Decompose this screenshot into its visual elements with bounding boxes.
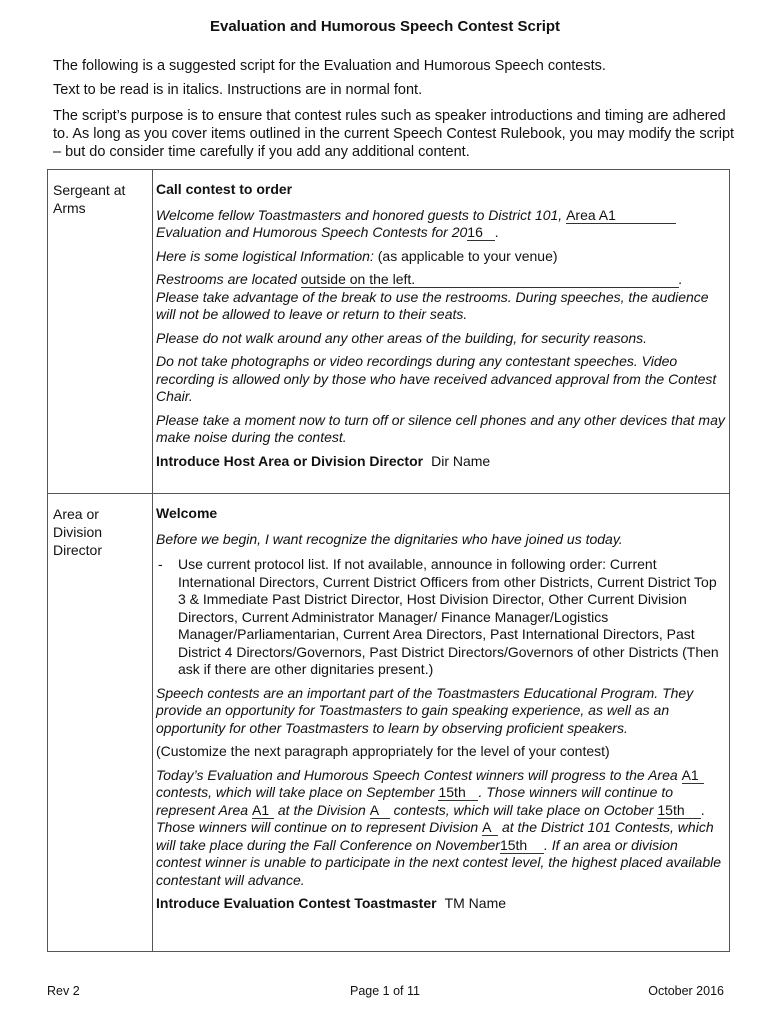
column-divider: [152, 170, 153, 951]
progression-text-c: . Those winners will continue to represent Area: [156, 784, 674, 818]
intro-line-2: Text to be read is in italics. Instructions are in normal font.: [53, 82, 423, 98]
introduce-toastmaster-label: Introduce Evaluation Contest Toastmaster: [156, 895, 437, 911]
progression-paragraph: [156, 767, 726, 890]
dignitaries-paragraph: Before we begin, I want recognize the dignitaries who have joined us today.: [156, 530, 623, 547]
logistics-text-a: Here is some logistical Information:: [156, 247, 374, 264]
november-date-field[interactable]: 15th: [500, 838, 544, 854]
intro-line-3: The script’s purpose is to ensure that contest rules such as speaker introductions and timing are adhered to. As long as you cover items outlined in the current Speech Contest Rulebook, you may modify the script – but do consider time carefully if you add any additional content.: [53, 108, 735, 160]
break-paragraph: Please take advantage of the break to use the restrooms. During speeches, the audience will not be allowed to leave or return to their seats.: [156, 288, 709, 322]
script-table: [47, 169, 730, 952]
restrooms-field[interactable]: outside on the left.: [301, 272, 679, 288]
introduce-host-paragraph: [156, 453, 726, 471]
progression-text-f: . Those winners will continue on to represent Division: [156, 801, 706, 835]
restrooms-text-a: Restrooms are located: [156, 271, 297, 287]
logistics-text-b: (as applicable to your venue): [373, 247, 558, 264]
restrooms-paragraph: [156, 271, 726, 289]
customize-paragraph: (Customize the next paragraph appropriately for the level of your contest): [156, 743, 610, 759]
restrooms-text-b: .: [678, 271, 683, 287]
october-date-field[interactable]: 15th: [657, 803, 701, 819]
year-field[interactable]: 16: [467, 225, 495, 241]
heading-call-contest-to-order: Call contest to order: [156, 181, 293, 197]
welcome-text-b: Evaluation and Humorous Speech Contests for 20: [156, 224, 468, 240]
footer-rev: Rev 2: [47, 984, 80, 998]
bullet-dash: -: [158, 556, 163, 572]
phones-paragraph: Please take a moment now to turn off or silence cell phones and any other devices that may make noise during the contest.: [156, 411, 725, 445]
document-title: Evaluation and Humorous Speech Contest Script: [209, 18, 561, 35]
september-date-field[interactable]: 15th: [438, 785, 478, 801]
division-field-2[interactable]: A: [482, 820, 498, 836]
walk-paragraph: Please do not walk around any other areas of the building, for security reasons.: [156, 329, 648, 346]
photo-paragraph: Do not take photographs or video recordings during any contestant speeches. Video recording is allowed only by those who have received advanced approval from the Contest Chair.: [156, 353, 717, 404]
role-area-division-director: Area or Division Director: [53, 506, 103, 558]
progression-text-e: contests, which will take place on October: [393, 801, 654, 818]
program-paragraph: Speech contests are an important part of the Toastmasters Educational Program. They provide an opportunity for Toastmasters to gain speaking experience, as well as an opportunity for other Toastmasters to learn by observing proficient speakers.: [156, 684, 694, 736]
area-field-2[interactable]: A1: [252, 803, 274, 819]
welcome-text-c: .: [495, 224, 500, 240]
progression-text-g: at the District 101 Contests, which will take place during the Fall Conference on November: [156, 819, 714, 853]
progression-text-b: contests, which will take place on September: [156, 784, 435, 800]
intro-line-1: The following is a suggested script for the Evaluation and Humorous Speech contests.: [53, 58, 606, 74]
area-field-1[interactable]: A1: [682, 768, 704, 784]
introduce-host-label: Introduce Host Area or Division Director: [156, 452, 424, 469]
division-field-1[interactable]: A: [370, 803, 390, 819]
progression-text-d: at the Division: [277, 801, 366, 818]
section-welcome: [156, 505, 726, 919]
welcome-paragraph: [156, 207, 726, 242]
protocol-bullet: [156, 556, 726, 679]
introduce-toastmaster-paragraph: [156, 895, 726, 913]
logistics-paragraph: [156, 248, 726, 266]
area-field[interactable]: Area A1: [566, 208, 676, 224]
section-call-to-order: [156, 181, 726, 476]
footer-page-number: Page 1 of 11: [350, 984, 420, 998]
progression-text-h: . If an area or division contest winner is unable to participate in the next contest level, the highest placed available contestant will advance.: [156, 836, 722, 888]
role-sergeant-at-arms: Sergeant at Arms: [53, 182, 126, 216]
footer-date: October 2016: [648, 984, 724, 998]
protocol-text: Use current protocol list. If not available, announce in following order: Current International Directors, Current District Officers from other Districts, Current District Top 3 & Immediate Past District Director, Host Division Director, Other Current Division Directors, Current Administrator Manager/ Finance Manager/Logistics Manager/Parliamentarian, Current Area Directors, Past International Directors, Past District 4 Directors/Governors, Past District Directors/Governors of other Districts (Then ask if there are other dignitaries present.): [178, 556, 719, 677]
progression-text-a: Today’s Evaluation and Humorous Speech Contest winners will progress to the Area: [156, 766, 678, 783]
tm-name-field[interactable]: TM Name: [444, 895, 507, 911]
heading-welcome: Welcome: [156, 505, 218, 521]
dir-name-field[interactable]: Dir Name: [431, 452, 491, 469]
row-divider: [48, 493, 729, 494]
welcome-text-a: Welcome fellow Toastmasters and honored guests to District 101,: [156, 206, 563, 223]
